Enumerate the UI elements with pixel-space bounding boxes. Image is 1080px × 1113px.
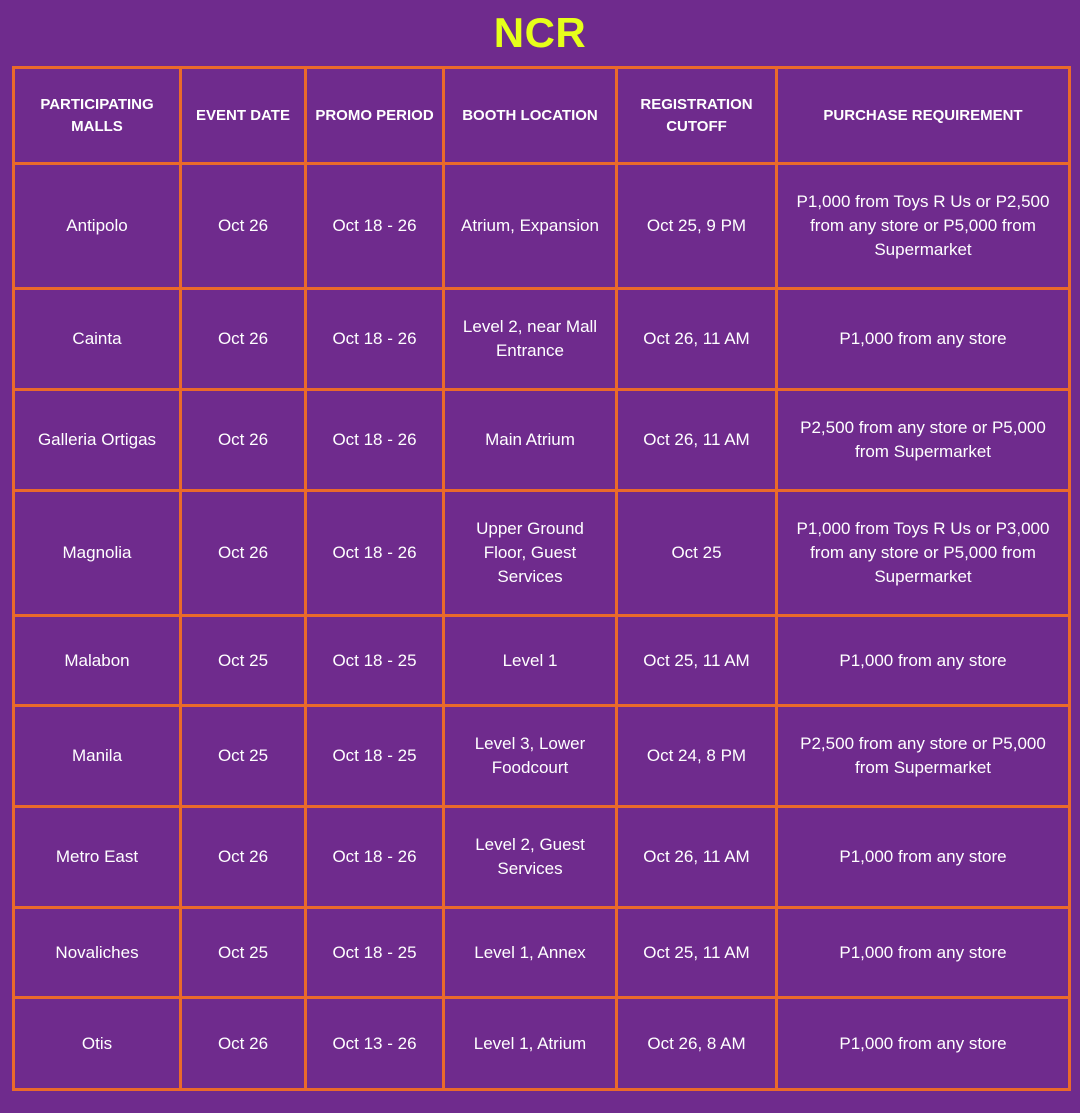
column-header: PROMO PERIOD <box>306 68 444 164</box>
table-cell: P1,000 from any store <box>777 616 1070 706</box>
table-cell: Oct 26, 11 AM <box>617 289 777 390</box>
table-cell: Oct 26 <box>181 289 306 390</box>
column-header: PURCHASE REQUIREMENT <box>777 68 1070 164</box>
table-header-row <box>14 68 1070 164</box>
table-cell: Oct 26, 11 AM <box>617 807 777 908</box>
table-cell: Novaliches <box>14 908 181 998</box>
table-cell: Oct 25 <box>181 706 306 807</box>
table-cell: Oct 18 - 26 <box>306 289 444 390</box>
table-cell: Level 1 <box>444 616 617 706</box>
table-cell: Oct 18 - 25 <box>306 706 444 807</box>
table-cell: Oct 18 - 25 <box>306 908 444 998</box>
table-cell: P1,000 from Toys R Us or P3,000 from any store or P5,000 from Supermarket <box>777 491 1070 616</box>
table-cell: Oct 18 - 25 <box>306 616 444 706</box>
table-cell: P1,000 from any store <box>777 908 1070 998</box>
table-cell: Oct 26 <box>181 390 306 491</box>
table-cell: P2,500 from any store or P5,000 from Supermarket <box>777 706 1070 807</box>
column-header: REGISTRATION CUTOFF <box>617 68 777 164</box>
table-cell: Oct 26, 8 AM <box>617 998 777 1090</box>
table-cell: Oct 13 - 26 <box>306 998 444 1090</box>
table-cell: P1,000 from any store <box>777 807 1070 908</box>
table-cell: Level 1, Annex <box>444 908 617 998</box>
table-cell: Oct 26, 11 AM <box>617 390 777 491</box>
table-cell: Otis <box>14 998 181 1090</box>
table-cell: Main Atrium <box>444 390 617 491</box>
table-cell: Oct 26 <box>181 998 306 1090</box>
column-header: PARTICIPATING MALLS <box>14 68 181 164</box>
table-row <box>14 807 1070 908</box>
table-cell: Manila <box>14 706 181 807</box>
table-cell: Oct 25 <box>181 908 306 998</box>
table-row <box>14 164 1070 289</box>
table-cell: P1,000 from any store <box>777 998 1070 1090</box>
table-row <box>14 908 1070 998</box>
table-cell: P2,500 from any store or P5,000 from Supermarket <box>777 390 1070 491</box>
column-header: EVENT DATE <box>181 68 306 164</box>
table-cell: Cainta <box>14 289 181 390</box>
page-title: NCR <box>493 9 587 56</box>
table-cell: Level 2, Guest Services <box>444 807 617 908</box>
table-cell: Oct 18 - 26 <box>306 390 444 491</box>
malls-table <box>12 66 1071 1091</box>
table-cell: Galleria Ortigas <box>14 390 181 491</box>
table-row <box>14 616 1070 706</box>
table-row <box>14 706 1070 807</box>
table-cell: Oct 24, 8 PM <box>617 706 777 807</box>
table-cell: Level 3, Lower Foodcourt <box>444 706 617 807</box>
table-cell: P1,000 from Toys R Us or P2,500 from any store or P5,000 from Supermarket <box>777 164 1070 289</box>
table-cell: Antipolo <box>14 164 181 289</box>
table-cell: Malabon <box>14 616 181 706</box>
table-row <box>14 998 1070 1090</box>
column-header: BOOTH LOCATION <box>444 68 617 164</box>
table-cell: Oct 25 <box>617 491 777 616</box>
table-cell: Oct 18 - 26 <box>306 164 444 289</box>
table-cell: Oct 26 <box>181 807 306 908</box>
table-cell: Level 2, near Mall Entrance <box>444 289 617 390</box>
table-cell: Oct 25, 9 PM <box>617 164 777 289</box>
table-cell: Level 1, Atrium <box>444 998 617 1090</box>
table-cell: Oct 18 - 26 <box>306 491 444 616</box>
table-cell: Atrium, Expansion <box>444 164 617 289</box>
table-row <box>14 491 1070 616</box>
table-cell: Metro East <box>14 807 181 908</box>
table-cell: P1,000 from any store <box>777 289 1070 390</box>
table-cell: Oct 18 - 26 <box>306 807 444 908</box>
table-cell: Upper Ground Floor, Guest Services <box>444 491 617 616</box>
table-row <box>14 390 1070 491</box>
table-row <box>14 289 1070 390</box>
table-cell: Oct 25, 11 AM <box>617 908 777 998</box>
table-cell: Oct 26 <box>181 491 306 616</box>
table-cell: Magnolia <box>14 491 181 616</box>
table-cell: Oct 26 <box>181 164 306 289</box>
table-cell: Oct 25 <box>181 616 306 706</box>
table-cell: Oct 25, 11 AM <box>617 616 777 706</box>
